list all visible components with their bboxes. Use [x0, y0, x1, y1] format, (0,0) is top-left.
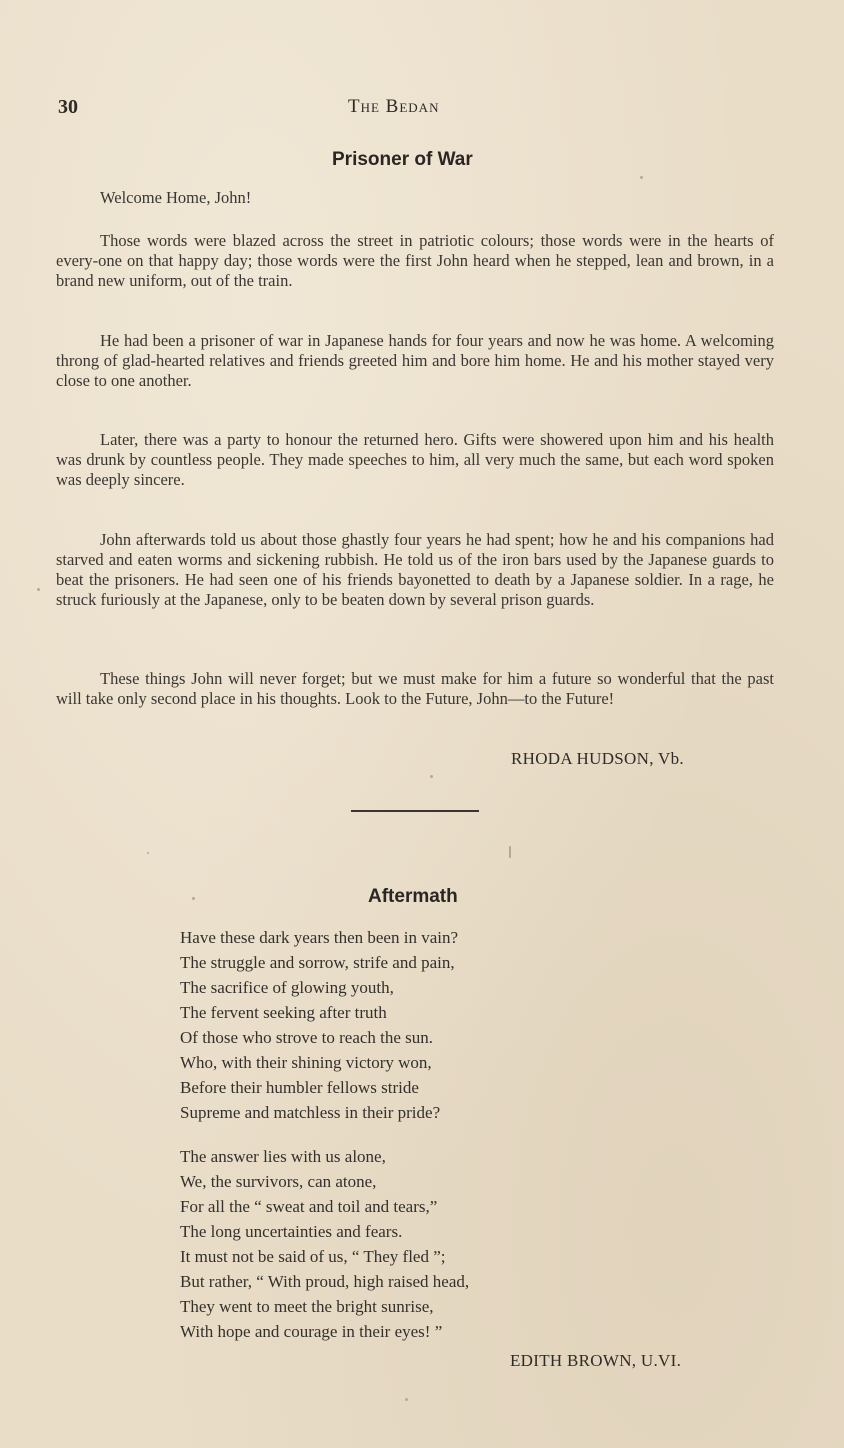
paper-speck	[640, 176, 643, 179]
poem-line: Who, with their shining victory won,	[180, 1053, 432, 1072]
poem-line: The struggle and sorrow, strife and pain,	[180, 953, 455, 972]
paper-speck	[147, 852, 149, 854]
paper-speck	[430, 775, 433, 778]
poem-line: We, the survivors, can atone,	[180, 1172, 377, 1191]
poem-line: Have these dark years then been in vain?	[180, 928, 459, 947]
paper-speck	[509, 846, 511, 858]
journal-title: The Bedan	[348, 96, 440, 117]
article-greeting: Welcome Home, John!	[100, 188, 252, 207]
article-paragraph: He had been a prisoner of war in Japanese hands for four years and now he was home. A welcoming throng of glad-hearted relatives and friends greeted him and bore him home. He and his mother stayed very close to one another.	[56, 331, 774, 390]
section-divider	[351, 810, 479, 812]
poem-line: The sacrifice of glowing youth,	[180, 978, 394, 997]
poem-stanza	[180, 925, 740, 1125]
article-author: RHODA HUDSON, Vb.	[511, 749, 684, 768]
poem-line: Supreme and matchless in their pride?	[180, 1103, 441, 1122]
paper-speck	[405, 1398, 408, 1401]
poem-title-aftermath: Aftermath	[368, 886, 458, 907]
article-paragraph: Those words were blazed across the street in patriotic colours; those words were in the hearts of every-one on that happy day; those words were the first John heard when he stepped, lean and brown, in a brand new uniform, out of the train.	[56, 231, 774, 290]
page-number: 30	[58, 96, 78, 118]
poem-line: For all the “ sweat and toil and tears,”	[180, 1197, 438, 1216]
poem-line: It must not be said of us, “ They fled ”;	[180, 1247, 446, 1266]
paper-speck	[37, 588, 40, 591]
poem-line: The fervent seeking after truth	[180, 1003, 387, 1022]
poem-line: But rather, “ With proud, high raised head,	[180, 1272, 470, 1291]
paper-speck	[192, 897, 195, 900]
article-paragraph: These things John will never forget; but we must make for him a future so wonderful that the past will take only second place in his thoughts. Look to the Future, John—to the Future!	[56, 669, 774, 708]
poem-line: Before their humbler fellows stride	[180, 1078, 419, 1097]
poem-line: With hope and courage in their eyes! ”	[180, 1322, 443, 1341]
article-paragraph: John afterwards told us about those ghastly four years he had spent; how he and his companions had starved and eaten worms and sickening rubbish. He told us of the iron bars used by the Japanese guards to beat the prisoners. He had seen one of his friends bayonetted to death by a Japanese soldier. In a rage, he struck furiously at the Japanese, only to be beaten down by several prison guards.	[56, 530, 774, 609]
poem-line: Of those who strove to reach the sun.	[180, 1028, 434, 1047]
poem-line: They went to meet the bright sunrise,	[180, 1297, 434, 1316]
poem-stanza	[180, 1144, 740, 1344]
poem-author: EDITH BROWN, U.VI.	[510, 1351, 682, 1370]
poem-line: The answer lies with us alone,	[180, 1147, 386, 1166]
poem-line: The long uncertainties and fears.	[180, 1222, 403, 1241]
article-title-prisoner-of-war: Prisoner of War	[332, 149, 473, 170]
running-head	[58, 96, 786, 126]
article-paragraph: Later, there was a party to honour the returned hero. Gifts were showered upon him and his health was drunk by countless people. They made speeches to him, all very much the same, but each word spoken was deeply sincere.	[56, 430, 774, 489]
